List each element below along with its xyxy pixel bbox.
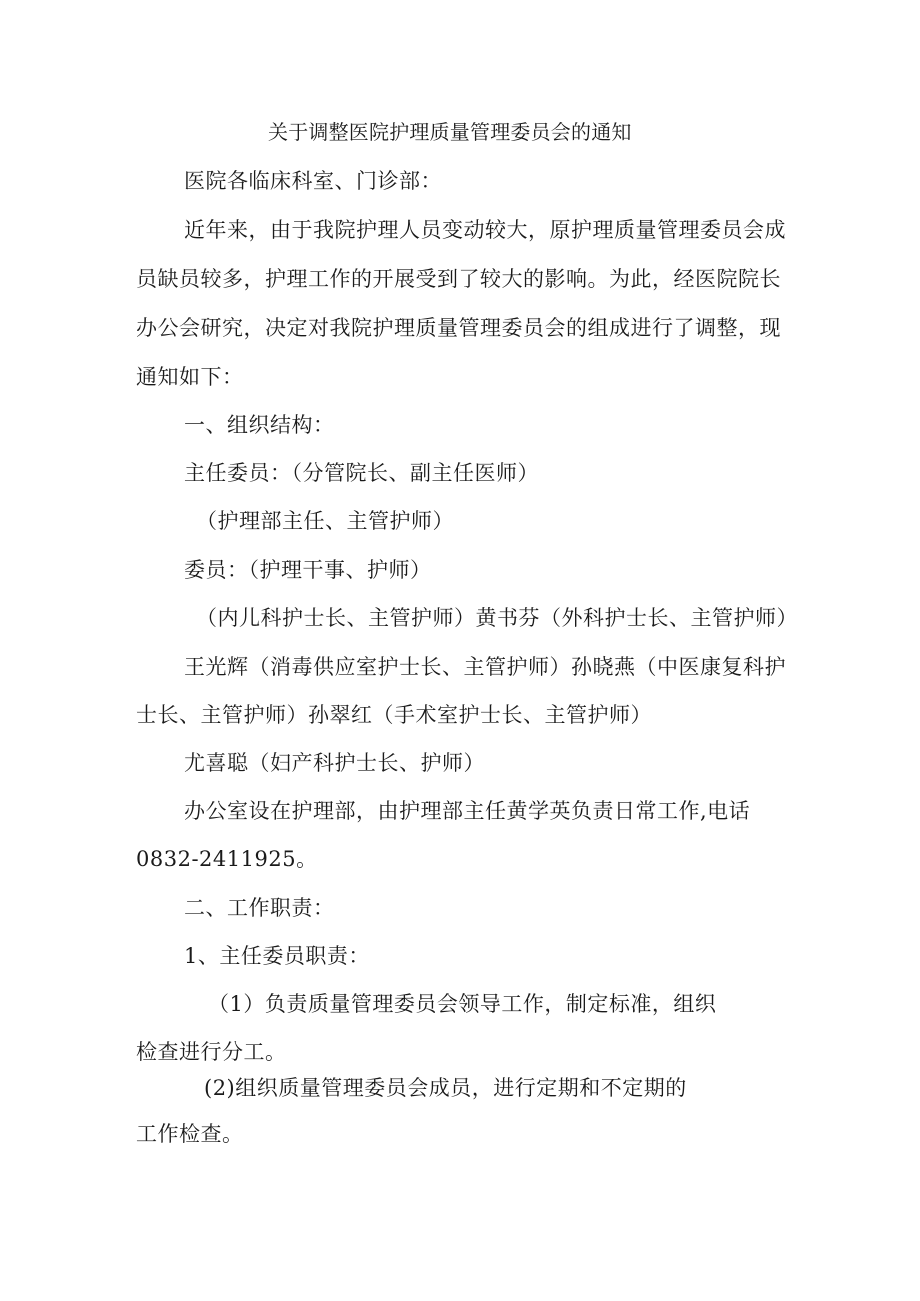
duty-line-3: (2)组织质量管理委员会成员，进行定期和不定期的 (204, 1076, 687, 1100)
duty-line-1: （1）负责质量管理委员会领导工作，制定标准，组织 (208, 992, 717, 1016)
phone-line: 0832-2411925。 (136, 847, 318, 871)
duty-line-4: 工作检查。 (136, 1122, 244, 1146)
duty-line-2: 检查进行分工。 (136, 1040, 287, 1064)
document-title: 关于调整医院护理质量管理委员会的通知 (268, 120, 632, 144)
section2-heading: 二、工作职责： (184, 896, 335, 920)
member-line-2: 王光辉（消毒供应室护士长、主管护师）孙晓燕（中医康复科护 (184, 655, 786, 679)
member-line-3: 士长、主管护师）孙翠红（手术室护士长、主管护师） (136, 703, 652, 727)
intro-line-1: 近年来，由于我院护理人员变动较大，原护理质量管理委员会成 (184, 218, 786, 242)
office-line: 办公室设在护理部，由护理部主任黄学英负责日常工作,电话 (184, 799, 751, 823)
member-line-1: （内儿科护士长、主管护师）黄书芬（外科护士长、主管护师） (196, 606, 798, 630)
salutation: 医院各临床科室、门诊部： (184, 169, 442, 193)
members-line: 委员：（护理干事、护师） (184, 558, 432, 582)
intro-line-3: 办公会研究，决定对我院护理质量管理委员会的组成进行了调整，现 (136, 316, 781, 340)
vice-chair-line: （护理部主任、主管护师） (196, 509, 454, 533)
intro-line-4: 通知如下： (136, 365, 244, 389)
duty-subheading: 1、主任委员职责： (184, 944, 370, 968)
intro-line-2: 员缺员较多，护理工作的开展受到了较大的影响。为此，经医院院长 (136, 267, 781, 291)
section1-heading: 一、组织结构： (184, 413, 335, 437)
chair-line: 主任委员：（分管院长、副主任医师） (184, 461, 539, 485)
member-line-4: 尤喜聪（妇产科护士长、护师） (184, 751, 485, 775)
